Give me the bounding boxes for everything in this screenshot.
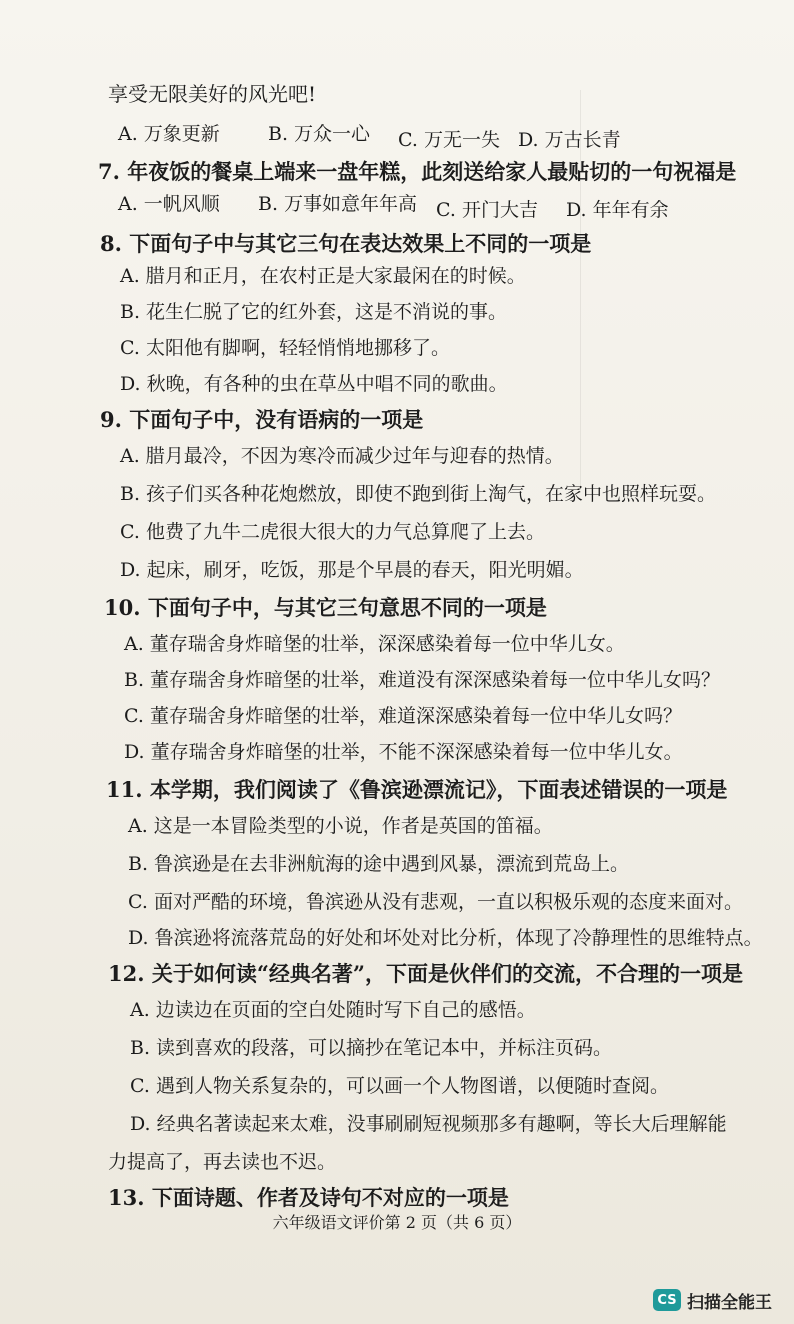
q10-option-b: B. 董存瑞舍身炸暗堡的壮举，难道没有深深感染着每一位中华儿女吗？ [124,669,721,691]
q6-option-b: B. 万众一心 [268,123,371,145]
q7-option-b: B. 万事如意年年高 [258,193,418,215]
camscanner-logo-icon: CS [653,1289,681,1311]
q7-option-a: A. 一帆风顺 [118,193,220,215]
q6-option-d: D. 万古长青 [518,129,621,151]
q11-option-a: A. 这是一本冒险类型的小说，作者是英国的笛福。 [128,815,553,837]
q6-option-a: A. 万象更新 [118,123,220,145]
q7-option-d: D. 年年有余 [566,199,669,221]
q11-stem: 11. 本学期，我们阅读了《鲁滨逊漂流记》，下面表述错误的一项是 [106,777,728,802]
q9-stem: 9. 下面句子中，没有语病的一项是 [100,407,424,432]
q8-stem: 8. 下面句子中与其它三句在表达效果上不同的一项是 [100,231,592,256]
q9-option-b: B. 孩子们买各种花炮燃放，即使不跑到街上淘气，在家中也照样玩耍。 [120,483,717,505]
q9-option-a: A. 腊月最冷，不因为寒冷而减少过年与迎春的热情。 [120,445,564,467]
intro-line: 享受无限美好的风光吧! [108,82,317,106]
q12-option-b: B. 读到喜欢的段落，可以摘抄在笔记本中，并标注页码。 [130,1037,613,1059]
q10-option-d: D. 董存瑞舍身炸暗堡的壮举，不能不深深感染着每一位中华儿女。 [124,741,683,763]
scanner-watermark [653,1286,772,1314]
q6-option-c: C. 万无一失 [398,129,500,151]
scanner-label: 扫描全能王 [687,1292,772,1313]
page-footer: 六年级语文评价第 2 页（共 6 页） [272,1213,522,1232]
q12-option-a: A. 边读边在页面的空白处随时写下自己的感悟。 [130,999,536,1021]
q11-option-c: C. 面对严酷的环境，鲁滨逊从没有悲观，一直以积极乐观的态度来面对。 [128,891,743,913]
q8-option-b: B. 花生仁脱了它的红外套，这是不消说的事。 [120,301,508,323]
q12-option-c: C. 遇到人物关系复杂的，可以画一个人物图谱，以便随时查阅。 [130,1075,669,1097]
q7-stem: 7. 年夜饭的餐桌上端来一盘年糕，此刻送给家人最贴切的一句祝福是 [98,159,737,184]
q9-option-c: C. 他费了九牛二虎很大很大的力气总算爬了上去。 [120,521,545,543]
q11-option-b: B. 鲁滨逊是在去非洲航海的途中遇到风暴，漂流到荒岛上。 [128,853,630,875]
q10-stem: 10. 下面句子中，与其它三句意思不同的一项是 [104,595,547,620]
q10-option-a: A. 董存瑞舍身炸暗堡的壮举，深深感染着每一位中华儿女。 [124,633,625,655]
q8-option-a: A. 腊月和正月，在农村正是大家最闲在的时候。 [120,265,526,287]
q7-option-c: C. 开门大吉 [436,199,538,221]
q8-option-d: D. 秋晚，有各种的虫在草丛中唱不同的歌曲。 [120,373,508,395]
q8-option-c: C. 太阳他有脚啊，轻轻悄悄地挪移了。 [120,337,450,359]
q9-option-d: D. 起床，刷牙，吃饭，那是个早晨的春天，阳光明媚。 [120,559,584,581]
q12-stem: 12. 关于如何读“经典名著”，下面是伙伴们的交流，不合理的一项是 [108,961,744,986]
q12-option-d-continued: 力提高了，再去读也不迟。 [108,1151,337,1173]
q13-stem: 13. 下面诗题、作者及诗句不对应的一项是 [108,1185,509,1210]
q12-option-d: D. 经典名著读起来太难，没事刷刷短视频那多有趣啊，等长大后理解能 [130,1113,727,1135]
q11-option-d: D. 鲁滨逊将流落荒岛的好处和坏处对比分析，体现了冷静理性的思维特点。 [128,927,763,949]
q10-option-c: C. 董存瑞舍身炸暗堡的壮举，难道深深感染着每一位中华儿女吗？ [124,705,682,727]
